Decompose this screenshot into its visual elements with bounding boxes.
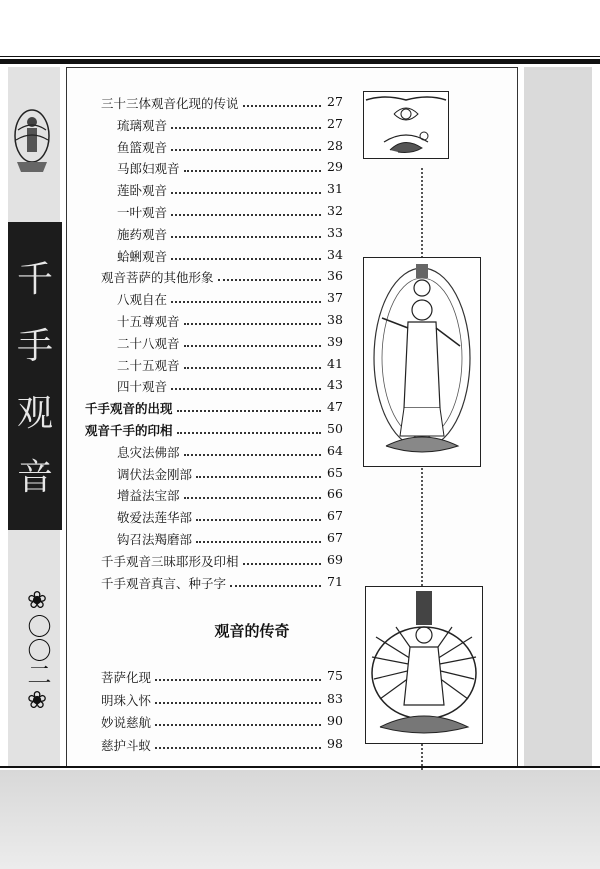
- leader-dots: [243, 563, 321, 565]
- book-title-block: [8, 222, 62, 530]
- toc-entry-page: 32: [327, 203, 343, 218]
- toc-entry-page: 31: [327, 181, 343, 197]
- toc-entry-page: 69: [327, 551, 343, 567]
- toc-entry-title: 二十八观音: [117, 335, 180, 351]
- section-entry-page: 90: [327, 713, 343, 729]
- toc-entry-title: 一叶观音: [117, 205, 168, 220]
- toc-entry-page: 27: [327, 115, 343, 131]
- toc-entry-title: 四十观音: [117, 379, 168, 395]
- leader-dots: [155, 747, 321, 749]
- toc-entry-title: 鱼篮观音: [117, 139, 168, 155]
- toc-entry-page: 41: [327, 355, 343, 371]
- toc-entry-page: 28: [327, 137, 343, 153]
- section-entry-page: 98: [327, 735, 343, 751]
- section-entry-title: 慈护斗蚁: [101, 737, 152, 753]
- toc-entry[interactable]: [67, 225, 437, 243]
- leader-dots: [171, 127, 321, 129]
- toc-entry-page: 34: [327, 246, 343, 262]
- toc-entry-title: 八观自在: [117, 292, 168, 308]
- thousand-arm-guanyin-illustration: [365, 586, 483, 744]
- toc-entry-title: 观音菩萨的其他形象: [101, 270, 214, 286]
- leader-dots: [184, 454, 321, 456]
- leader-dots: [177, 432, 321, 434]
- toc-entry-page: 33: [327, 224, 343, 240]
- book-title-char: 音: [16, 457, 53, 498]
- leader-dots: [155, 724, 321, 726]
- leader-dots: [218, 279, 321, 281]
- leader-dots: [243, 105, 321, 107]
- toc-entry-title: 十五尊观音: [117, 314, 180, 329]
- leader-dots: [196, 476, 321, 478]
- leader-dots: [171, 236, 321, 238]
- toc-entry-page: 66: [327, 486, 343, 502]
- toc-entry-page: 71: [327, 573, 343, 589]
- leader-dots: [184, 170, 321, 172]
- leader-dots: [171, 149, 321, 151]
- toc-entry-page: 37: [327, 290, 343, 306]
- book-title-char: 手: [16, 326, 53, 367]
- toc-entry-page: 27: [327, 94, 343, 109]
- toc-entry-page: 47: [327, 399, 343, 415]
- leader-dots: [155, 702, 321, 704]
- lotus-conch-illustration: [363, 91, 449, 159]
- standing-bodhisattva-illustration: [363, 257, 481, 467]
- toc-entry-title: 三十三体观音化现的传说: [101, 96, 239, 111]
- leader-dots: [196, 519, 321, 521]
- leader-dots: [184, 345, 321, 347]
- top-rule-thick: [0, 59, 600, 64]
- toc-entry-page: 29: [327, 159, 343, 175]
- bottom-rule-thin: [0, 766, 600, 768]
- toc-entry-page: 67: [327, 530, 343, 545]
- toc-entry-page: 67: [327, 508, 343, 524]
- book-title-char: 千: [16, 259, 53, 300]
- leader-dots: [155, 679, 321, 681]
- toc-entry[interactable]: [67, 486, 437, 504]
- toc-entry[interactable]: [67, 465, 437, 483]
- toc-entry[interactable]: [67, 530, 437, 548]
- guanyin-emblem-icon: [12, 100, 52, 180]
- page-number-mark: ❀〇〇二❀: [23, 586, 51, 714]
- leader-dots: [196, 541, 321, 543]
- section-title: 观音的传奇: [214, 622, 290, 640]
- leader-dots: [184, 323, 321, 325]
- toc-entry-title: 千手观音三昧耶形及印相: [101, 553, 239, 569]
- toc-entry[interactable]: [67, 203, 437, 221]
- toc-entry-page: 43: [327, 377, 343, 393]
- toc-frame: [66, 67, 518, 768]
- toc-entry-title: 千手观音的出现: [85, 401, 173, 417]
- toc-entry[interactable]: [67, 159, 437, 177]
- toc-entry-page: 36: [327, 268, 343, 284]
- leader-dots: [171, 214, 321, 216]
- section-entry-title: 明珠入怀: [101, 692, 152, 708]
- leader-dots: [184, 367, 321, 369]
- toc-entry-page: 50: [327, 421, 343, 436]
- leader-dots: [171, 192, 321, 194]
- toc-entry[interactable]: [67, 181, 437, 199]
- section-entry-title: 菩萨化现: [101, 670, 152, 685]
- toc-entry-title: 莲卧观音: [117, 183, 168, 199]
- toc-entry-title: 钩召法羯磨部: [117, 532, 193, 547]
- toc-entry-page: 39: [327, 333, 343, 349]
- section-entry-title: 妙说慈航: [101, 715, 152, 731]
- toc-entry[interactable]: [67, 508, 437, 526]
- leader-dots: [171, 258, 321, 260]
- toc-entry-title: 二十五观音: [117, 357, 180, 373]
- toc-entry-page: 64: [327, 442, 343, 458]
- section-entry-page: 83: [327, 690, 343, 706]
- toc-entry-title: 息灾法佛部: [117, 444, 180, 460]
- book-title-char: 观: [16, 393, 53, 434]
- leader-dots: [230, 585, 321, 587]
- toc-entry[interactable]: [67, 552, 437, 570]
- leader-dots: [171, 388, 321, 390]
- toc-entry-title: 敬爱法莲华部: [117, 510, 193, 526]
- leader-dots: [177, 410, 321, 412]
- toc-entry-title: 马郎妇观音: [117, 161, 180, 177]
- toc-entry-title: 调伏法金刚部: [117, 466, 193, 482]
- leader-dots: [184, 497, 321, 499]
- toc-entry-page: 38: [327, 312, 343, 327]
- toc-entry-title: 千手观音真言、种子字: [101, 575, 227, 591]
- toc-entry-title: 施药观音: [117, 226, 168, 242]
- toc-entry-page: 65: [327, 464, 343, 480]
- toc-entry-title: 增益法宝部: [117, 488, 180, 504]
- leader-dots: [171, 301, 321, 303]
- right-margin-strip: [524, 67, 592, 767]
- section-entry-page: 75: [327, 668, 343, 683]
- top-rule-thin: [0, 56, 600, 57]
- toc-entry-title: 蛤蜊观音: [117, 248, 168, 264]
- toc-entry-title: 琉璃观音: [117, 117, 168, 133]
- toc-entry-title: 观音千手的印相: [85, 423, 173, 438]
- page-bottom-wash: [0, 770, 600, 869]
